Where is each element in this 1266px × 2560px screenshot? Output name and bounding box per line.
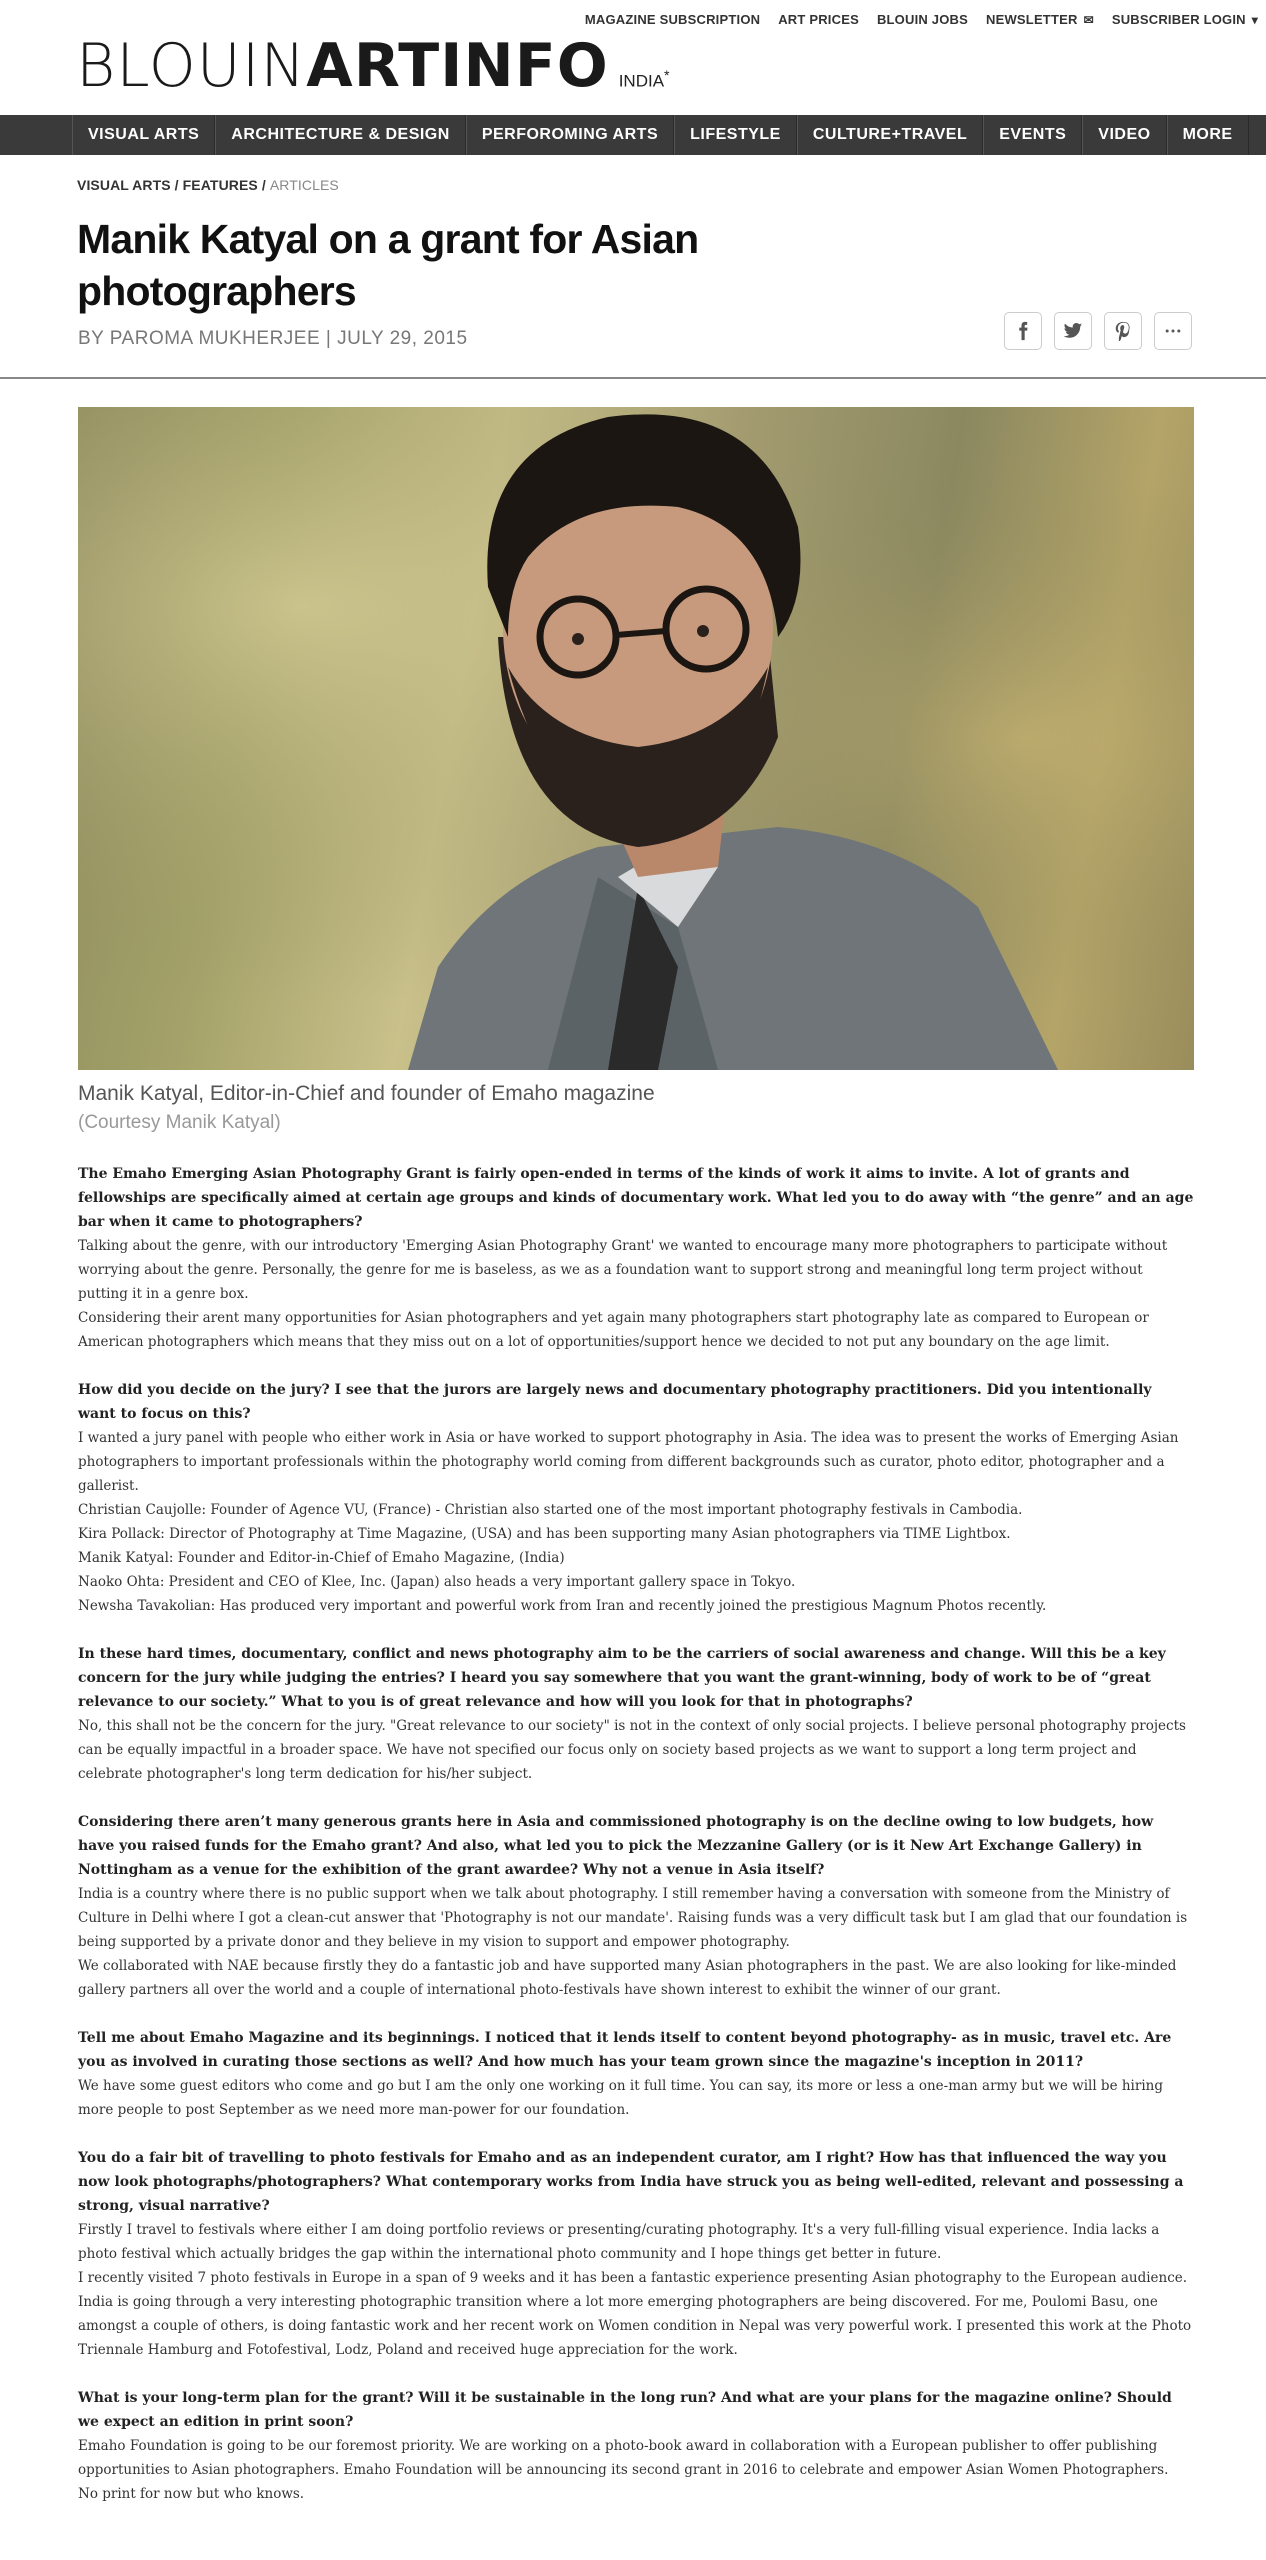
blouin-jobs-link[interactable]: BLOUIN JOBS [876,12,968,27]
share-more-button[interactable] [1154,312,1192,350]
share-twitter-button[interactable] [1054,312,1092,350]
logo-text-bold: ARTINFO [306,31,609,101]
photo-caption: Manik Katyal, Editor-in-Chief and founder of Emaho magazine [78,1082,655,1105]
article-photo [78,407,1194,1070]
byline: BY PAROMA MUKHERJEE | JULY 29, 2015 [78,328,468,349]
answer-paragraph: We collaborated with NAE because firstly they do a fantastic job and have supported many Asian photographers in the past. We are also looking for like-minded gallery partners all over the world and a couple of international photo-festivals have shown interest to exhibit the winner of our grant. [78,1958,1177,1998]
nav-item-more[interactable]: MORE [1167,115,1249,155]
subscriber-login-label: SUBSCRIBER LOGIN [1111,12,1246,27]
facebook-icon [1013,321,1033,341]
answer-paragraph: Emaho Foundation is going to be our foremost priority. We are working on a photo-book award in collaboration with a European publisher to offer publishing opportunities to Asian photographers. Emaho Foundation will be announcing its second grant in 2016 to celebrate and empower Asian Women Photographers. [78,2438,1169,2478]
nav-item-video[interactable]: VIDEO [1082,115,1166,155]
answer-paragraph: Christian Caujolle: Founder of Agence VU, (France) - Christian also started one of the most important photography festivals in Cambodia. [78,1502,1023,1518]
qa-block [78,1378,1194,1618]
question: Considering there aren’t many generous grants here in Asia and commissioned photography is on the decline owing to low budgets, how have you raised funds for the Emaho grant? And also, what led you to pick the Mezzanine Gallery (or is it New Art Exchange Gallery) in Nottingham as a venue for the exhibition of the grant awardee? Why not a venue in Asia itself? [78,1814,1154,1878]
main-nav [0,115,1266,155]
breadcrumb-visual-arts[interactable]: VISUAL ARTS [77,177,171,193]
qa-block [78,2026,1194,2122]
answer-paragraph: Newsha Tavakolian: Has produced very important and powerful work from Iran and recently joined the prestigious Magnum Photos recently. [78,1598,1047,1614]
qa-block [78,1810,1194,2002]
question: In these hard times, documentary, conflict and news photography aim to be the carriers of social awareness and change. Will this be a key concern for the jury while judging the entries? I heard you say somewhere that you want the grant-winning, body of work to be of “great relevance to our society.” What to you is of great relevance and how will you look for that in photographs? [78,1646,1166,1710]
question: How did you decide on the jury? I see that the jurors are largely news and documentary photography practitioners. Did you intentionally want to focus on this? [78,1382,1152,1422]
question: Tell me about Emaho Magazine and its beginnings. I noticed that it lends itself to content beyond photography- as in music, travel etc. Are you as involved in curating those sections as well? And how much has your team grown since the magazine's inception in 2011? [78,2030,1172,2070]
more-icon [1163,321,1183,341]
edition-label: INDIA [618,72,665,91]
answer-paragraph: Firstly I travel to festivals where either I am doing portfolio reviews or presenting/curating photography. It's a very full-filling visual experience. India lacks a photo festival which actually bridges the gap within the international photo community and I hope things get better in future. [78,2222,1160,2262]
answer-paragraph: India is a country where there is no public support when we talk about photography. I still remember having a conversation with someone from the Ministry of Culture in Delhi where I got a clean-cut answer that 'Photography is not our mandate'. Raising funds was a very difficult task but I am glad that our foundation is being supported by a private donor and they believe in my vision to support and empower photography. [78,1886,1188,1950]
nav-item-events[interactable]: EVENTS [983,115,1082,155]
qa-block [78,1642,1194,1786]
page-title: Manik Katyal on a grant for Asian photographers [77,216,699,314]
breadcrumb-features[interactable]: FEATURES [182,177,258,193]
logo-edition [619,68,670,92]
qa-block [78,2386,1194,2506]
subscriber-login-link[interactable] [1112,12,1258,27]
photo-credit: (Courtesy Manik Katyal) [78,1112,281,1133]
twitter-icon [1063,321,1083,341]
answer-paragraph: Considering their arent many opportunities for Asian photographers and yet again many photographers start photography late as compared to European or American photographers which means that they miss out on a lot of opportunities/support hence we decided to not put any boundary on the age limit. [78,1310,1149,1350]
share-facebook-button[interactable] [1004,312,1042,350]
answer-paragraph: I wanted a jury panel with people who either work in Asia or have worked to support photography in Asia. The idea was to present the works of Emerging Asian photographers to important professionals within the photography world coming from different backgrounds such as curator, photo editor, photographer and a gallerist. [78,1430,1179,1494]
nav-item-performing-arts[interactable]: PERFOROMING ARTS [466,115,674,155]
breadcrumb-current: ARTICLES [269,177,339,193]
site-logo[interactable] [76,31,670,101]
nav-item-visual-arts[interactable]: VISUAL ARTS [72,115,215,155]
nav-item-lifestyle[interactable]: LIFESTYLE [674,115,797,155]
question: You do a fair bit of travelling to photo festivals for Emaho and as an independent curator, am I right? How has that influenced the way you now look photographs/photographers? What contemporary works from India have struck you as being well-edited, relevant and possessing a strong, visual narrative? [78,2150,1184,2214]
art-prices-link[interactable]: ART PRICES [778,12,859,27]
answer-paragraph: Talking about the genre, with our introductory 'Emerging Asian Photography Grant' we wanted to encourage many more photographers to participate without worrying about the genre. Personally, the genre for me is baseless, as we as a foundation want to support strong and meaningful long term project without putting it in a genre box. [78,1238,1168,1302]
answer-paragraph: No print for now but who knows. [78,2486,305,2502]
question: The Emaho Emerging Asian Photography Grant is fairly open-ended in terms of the kinds of work it aims to invite. A lot of grants and fellowships are specifically aimed at certain age groups and kinds of documentary work. What led you to do away with “the genre” and an age bar when it came to photographers? [78,1166,1194,1230]
article-body [78,1162,1194,2530]
utility-nav [585,12,1258,27]
qa-block [78,2146,1194,2362]
header-divider [0,377,1266,379]
portrait-illustration [78,407,1194,1070]
answer-paragraph: No, this shall not be the concern for the jury. "Great relevance to our society" is not in the context of only social projects. I believe personal photography projects can be equally impactful in a broader space. We have not specified our focus only on society based projects as we want to support a long term project and celebrate photographer's long term dedication for his/her subject. [78,1718,1186,1782]
question: What is your long-term plan for the grant? Will it be sustainable in the long run? And what are your plans for the magazine online? Should we expect an edition in print soon? [78,2390,1172,2430]
envelope-icon: ✉ [1083,12,1094,27]
nav-item-architecture-design[interactable]: ARCHITECTURE & DESIGN [215,115,466,155]
answer-paragraph: Manik Katyal: Founder and Editor-in-Chief of Emaho Magazine, (India) [78,1550,565,1566]
nav-item-culture-travel[interactable]: CULTURE+TRAVEL [797,115,983,155]
breadcrumb: VISUAL ARTS / FEATURES / ARTICLES [77,177,339,193]
answer-paragraph: Kira Pollack: Director of Photography at Time Magazine, (USA) and has been supporting many Asian photographers via TIME Lightbox. [78,1526,1011,1542]
answer-paragraph: I recently visited 7 photo festivals in Europe in a span of 9 weeks and it has been a fantastic experience presenting Asian photography to the European audience. [78,2270,1188,2286]
qa-block [78,1162,1194,1354]
answer-paragraph: India is going through a very interesting photographic transition where a lot more emerging photographers are being discovered. For me, Poulomi Basu, one amongst a couple of others, is doing fantastic work and her recent work on Women condition in Nepal was very powerful work. I presented this work at the Photo Triennale Hamburg and Fotofestival, Lodz, Poland and received huge appreciation for the work. [78,2294,1192,2358]
logo-text-light: BLOUIN [76,31,307,101]
answer-paragraph: We have some guest editors who come and go but I am the only one working on it full time. You can say, its more or less a one-man army but we will be hiring more people to post September as we need more man-power for our foundation. [78,2078,1163,2118]
pinterest-icon [1113,321,1133,341]
edition-asterisk-icon: * [664,68,670,85]
caret-down-icon: ▾ [1251,12,1258,27]
newsletter-link[interactable] [986,12,1094,27]
newsletter-label: NEWSLETTER [986,12,1078,27]
share-bar [1004,312,1192,350]
magazine-subscription-link[interactable]: MAGAZINE SUBSCRIPTION [584,12,761,27]
share-pinterest-button[interactable] [1104,312,1142,350]
answer-paragraph: Naoko Ohta: President and CEO of Klee, Inc. (Japan) also heads a very important gallery space in Tokyo. [78,1574,796,1590]
